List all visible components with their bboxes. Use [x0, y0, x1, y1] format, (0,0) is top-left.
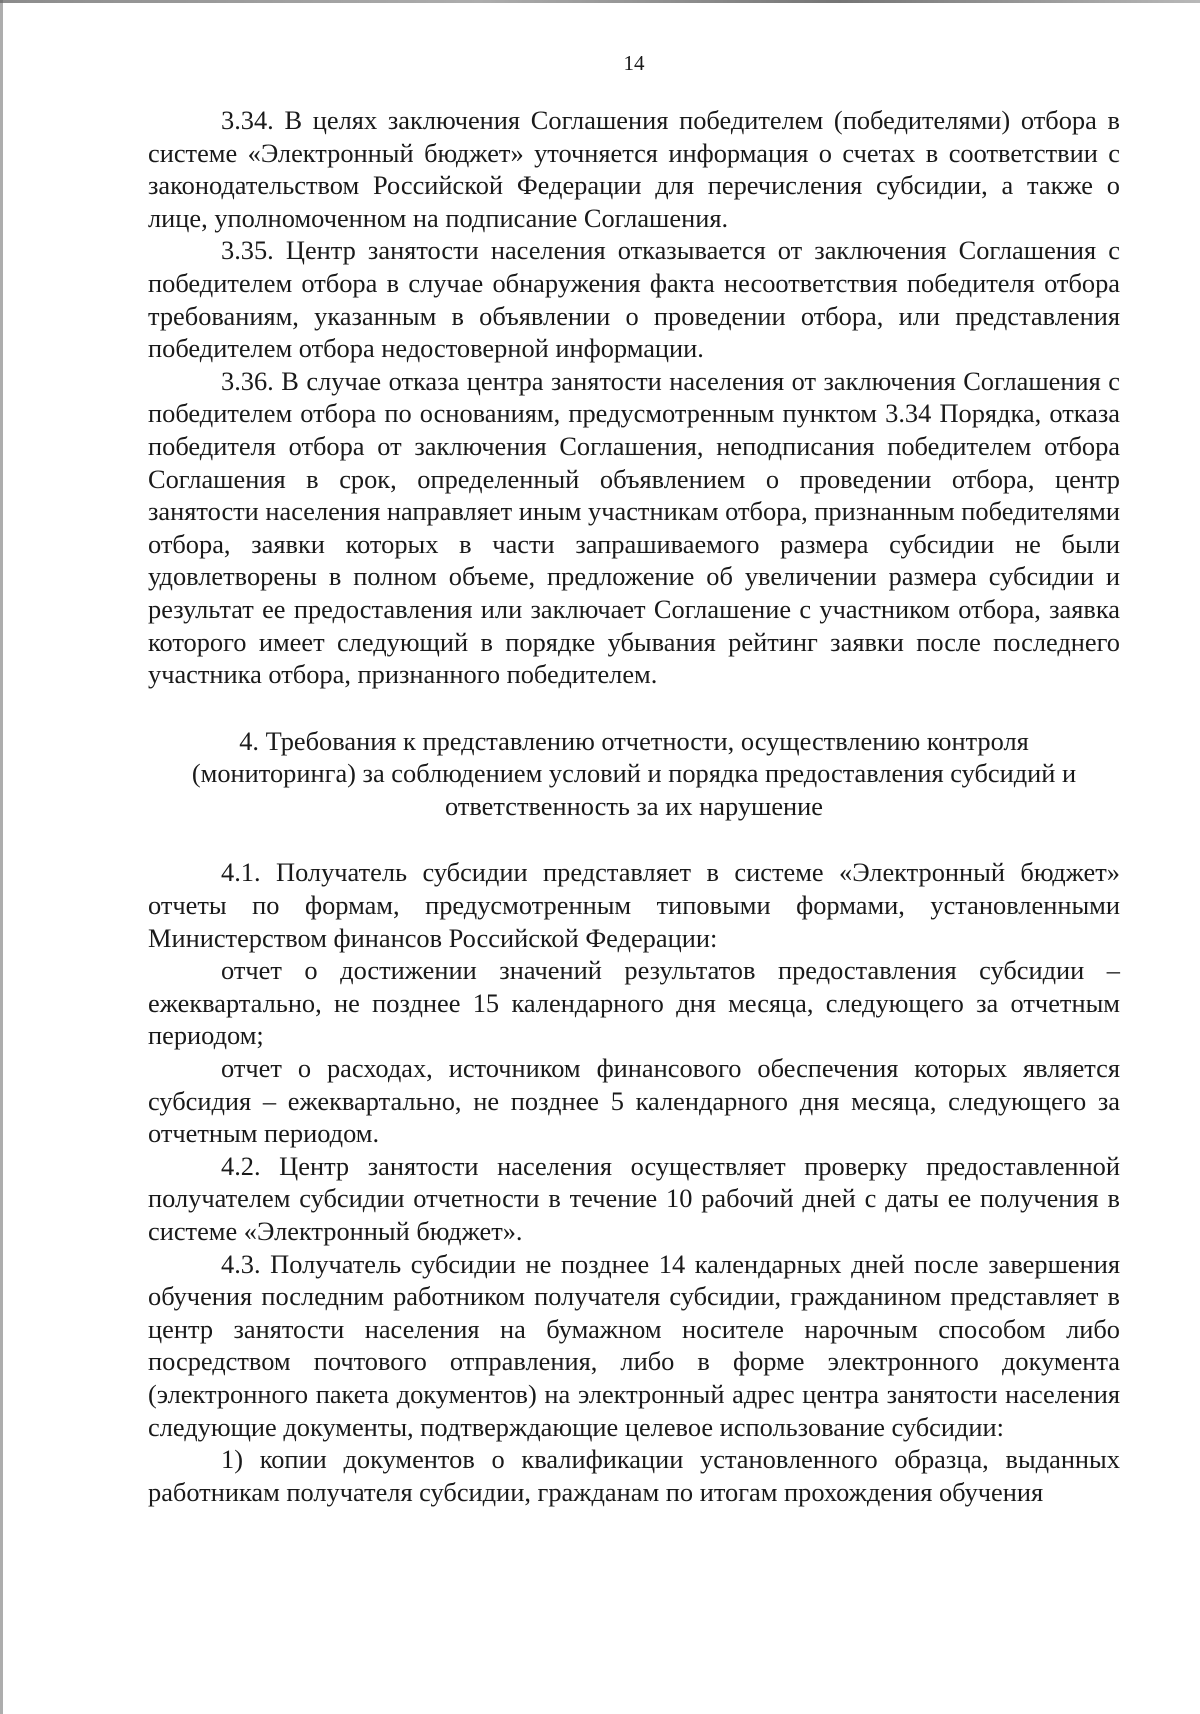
section-4-heading-line: ответственность за их нарушение: [444, 790, 824, 821]
section-4-heading: [148, 725, 1120, 823]
paragraph-3-36: 3.36. В случае отказа центра занятости населения от заключения Соглашения с победителем отбора по основаниям, предусмотренным пунктом 3.34 Порядка, отказа победителя отбора от заключения Соглашения, неподписания победителем отбора Соглашения в срок, определенный объявлением о проведении отбора, центр занятости населения направляет иным участникам отбора, признанным победителями отбора, заявки которых в части запрашиваемого размера субсидии не были удовлетворены в полном объеме, предложение об увеличении размера субсидии и результат ее предоставления или заключает Соглашение с участником отбора, заявка которого имеет следующий в порядке убывания рейтинг заявки после последнего участника отбора, признанного победителем.: [148, 365, 1120, 690]
scan-edge-left: [0, 0, 3, 1714]
paragraph-4-2: 4.2. Центр занятости населения осуществляет проверку предоставленной получателем субсидии отчетности в течение 10 рабочий дней с даты ее получения в системе «Электронный бюджет».: [148, 1150, 1120, 1246]
section-4-heading-line: 4. Требования к представлению отчетности, осуществлению контроля: [239, 725, 1029, 756]
paragraph-4-3: 4.3. Получатель субсидии не позднее 14 календарных дней после завершения обучения последним работником получателя субсидии, гражданином представляет в центр занятости населения на бумажном носителе нарочным способом либо посредством почтового отправления, либо в форме электронного документа (электронного пакета документов) на электронный адрес центра занятости населения следующие документы, подтверждающие целевое использование субсидии:: [148, 1248, 1120, 1442]
paragraph-4-1: 4.1. Получатель субсидии представляет в системе «Электронный бюджет» отчеты по формам, предусмотренным типовыми формами, установленными Министерством финансов Российской Федерации:: [148, 857, 1120, 953]
scan-edge-top: [0, 0, 1200, 3]
paragraph-4-1-report-expenses: отчет о расходах, источником финансового обеспечения которых является субсидия – ежеквартально, не позднее 5 календарного дня месяца, следующего за отчетным периодом.: [148, 1053, 1120, 1149]
paragraph-4-1-report-results: отчет о достижении значений результатов предоставления субсидии – ежеквартально, не позднее 15 календарного дня месяца, следующего за отчетным периодом;: [148, 955, 1120, 1051]
section-4-heading-line: (мониторинга) за соблюдением условий и порядка предоставления субсидий и: [191, 758, 1077, 789]
paragraph-3-35: 3.35. Центр занятости населения отказывается от заключения Соглашения с победителем отбора в случае обнаружения факта несоответствия победителя отбора требованиям, указанным в объявлении о проведении отбора, или представления победителем отбора недостоверной информации.: [148, 235, 1120, 364]
paragraph-3-34: 3.34. В целях заключения Соглашения победителем (победителями) отбора в системе «Электронный бюджет» уточняется информация о счетах в соответствии с законодательством Российской Федерации для перечисления субсидии, а также о лице, уполномоченном на подписание Соглашения.: [148, 105, 1120, 233]
document-body: [148, 44, 1120, 1508]
page-number: 14: [623, 51, 645, 75]
paragraph-4-3-item-1: 1) копии документов о квалификации установленного образца, выданных работникам получателя субсидии, гражданам по итогам прохождения обучения: [148, 1444, 1120, 1507]
